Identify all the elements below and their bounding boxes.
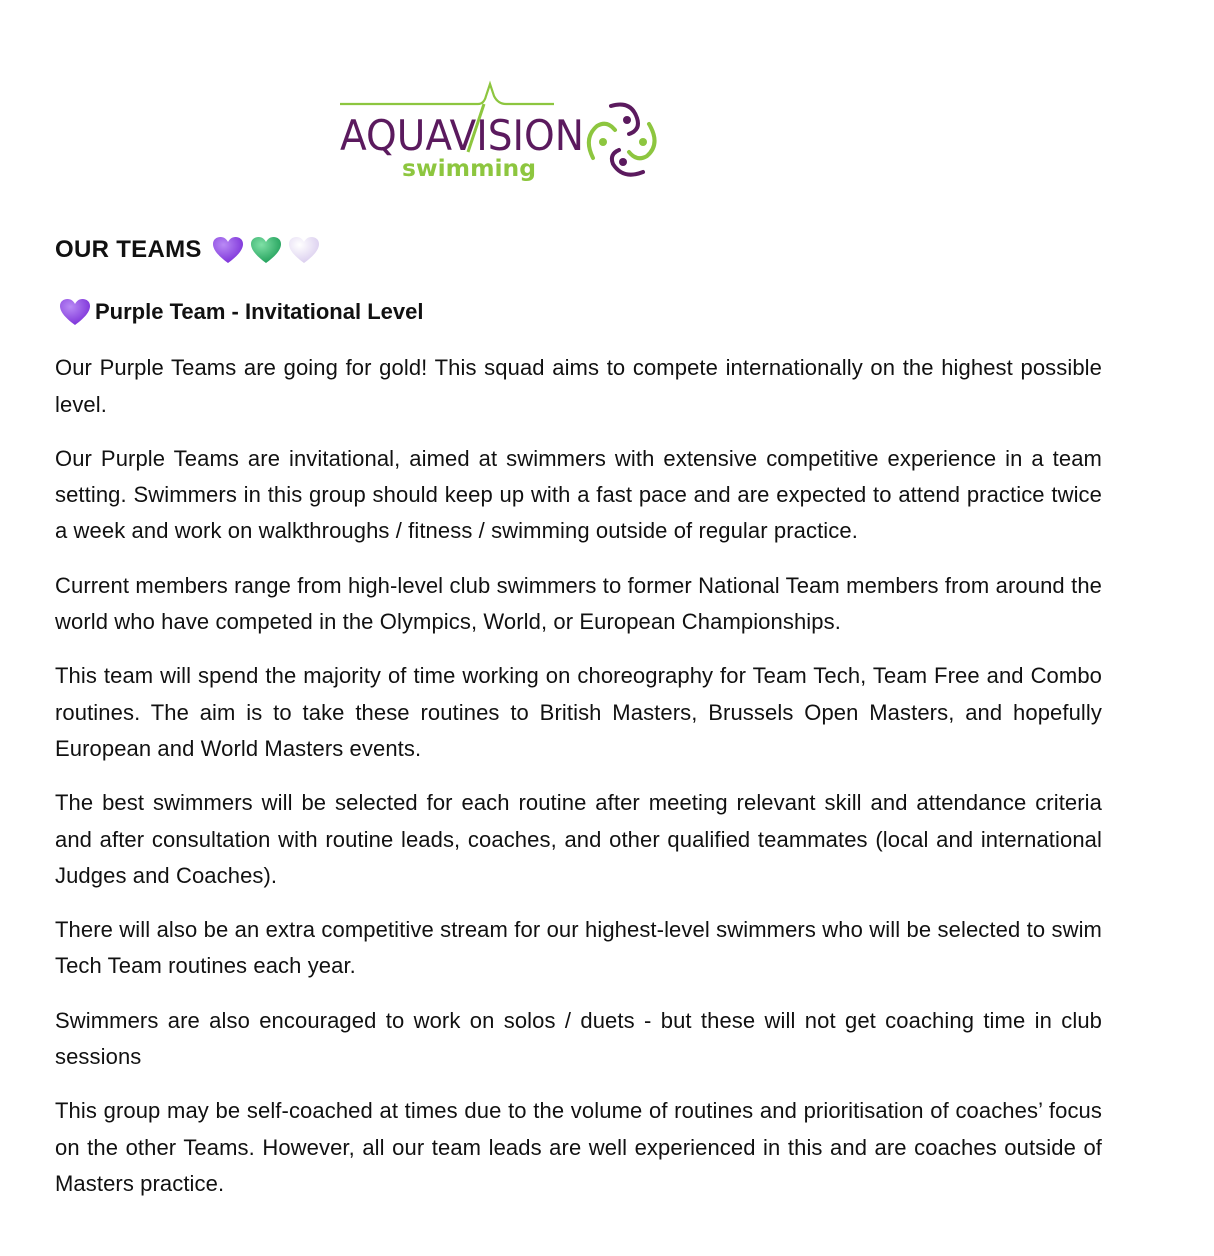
purple-heart-icon — [212, 236, 244, 264]
paragraph-goal: Our Purple Teams are going for gold! This squad aims to compete internationally on the highest possible level. — [55, 355, 1102, 417]
paragraph-solos-duets: Swimmers are also encouraged to work on solos / duets - but these will not get coaching time in club sessions — [55, 1007, 1102, 1069]
swimmers-swirl-icon — [589, 105, 655, 175]
logo-wordmark: AQUAVISION — [340, 111, 584, 160]
purple-heart-icon — [59, 298, 91, 326]
page-heading — [55, 230, 1102, 270]
logo-tagline: swimming — [402, 156, 536, 182]
paragraph-self-coached: This group may be self-coached at times due to the volume of routines and prioritisation of coaches’ focus on the other Teams. However, all our team leads are well experienced in this and are coaches outside of Masters practice. — [55, 1098, 1102, 1196]
heading-title: OUR TEAMS — [55, 236, 202, 263]
paragraph-choreography: This team will spend the majority of time working on choreography for Team Tech, Team Free and Combo routines. The aim is to take these routines to British Masters, Brussels Open Masters, and hopefully European and World Masters events. — [55, 663, 1102, 761]
paragraph-invitational: Our Purple Teams are invitational, aimed at swimmers with extensive competitive experience in a team setting. Swimmers in this group should keep up with a fast pace and are expected to attend practice twice a week and work on walkthroughs / fitness / swimming outside of regular practice. — [55, 445, 1102, 544]
white-heart-icon — [288, 236, 320, 264]
paragraph-competitive-stream: There will also be an extra competitive stream for our highest-level swimmers who will be selected to swim Tech Team routines each year. — [55, 917, 1102, 979]
aquavision-logo — [338, 80, 668, 185]
teams-content — [55, 230, 1102, 1202]
section-title: Purple Team - Invitational Level — [95, 299, 424, 324]
paragraph-selection: The best swimmers will be selected for each routine after meeting relevant skill and attendance criteria and after consultation with routine leads, coaches, and other qualified teammates (local and international Judges and Coaches). — [55, 790, 1102, 888]
section-heading — [55, 292, 1102, 332]
green-heart-icon — [250, 236, 282, 264]
paragraph-members: Current members range from high-level club swimmers to former National Team members from around the world who have competed in the Olympics, World, or European Championships. — [55, 572, 1102, 635]
